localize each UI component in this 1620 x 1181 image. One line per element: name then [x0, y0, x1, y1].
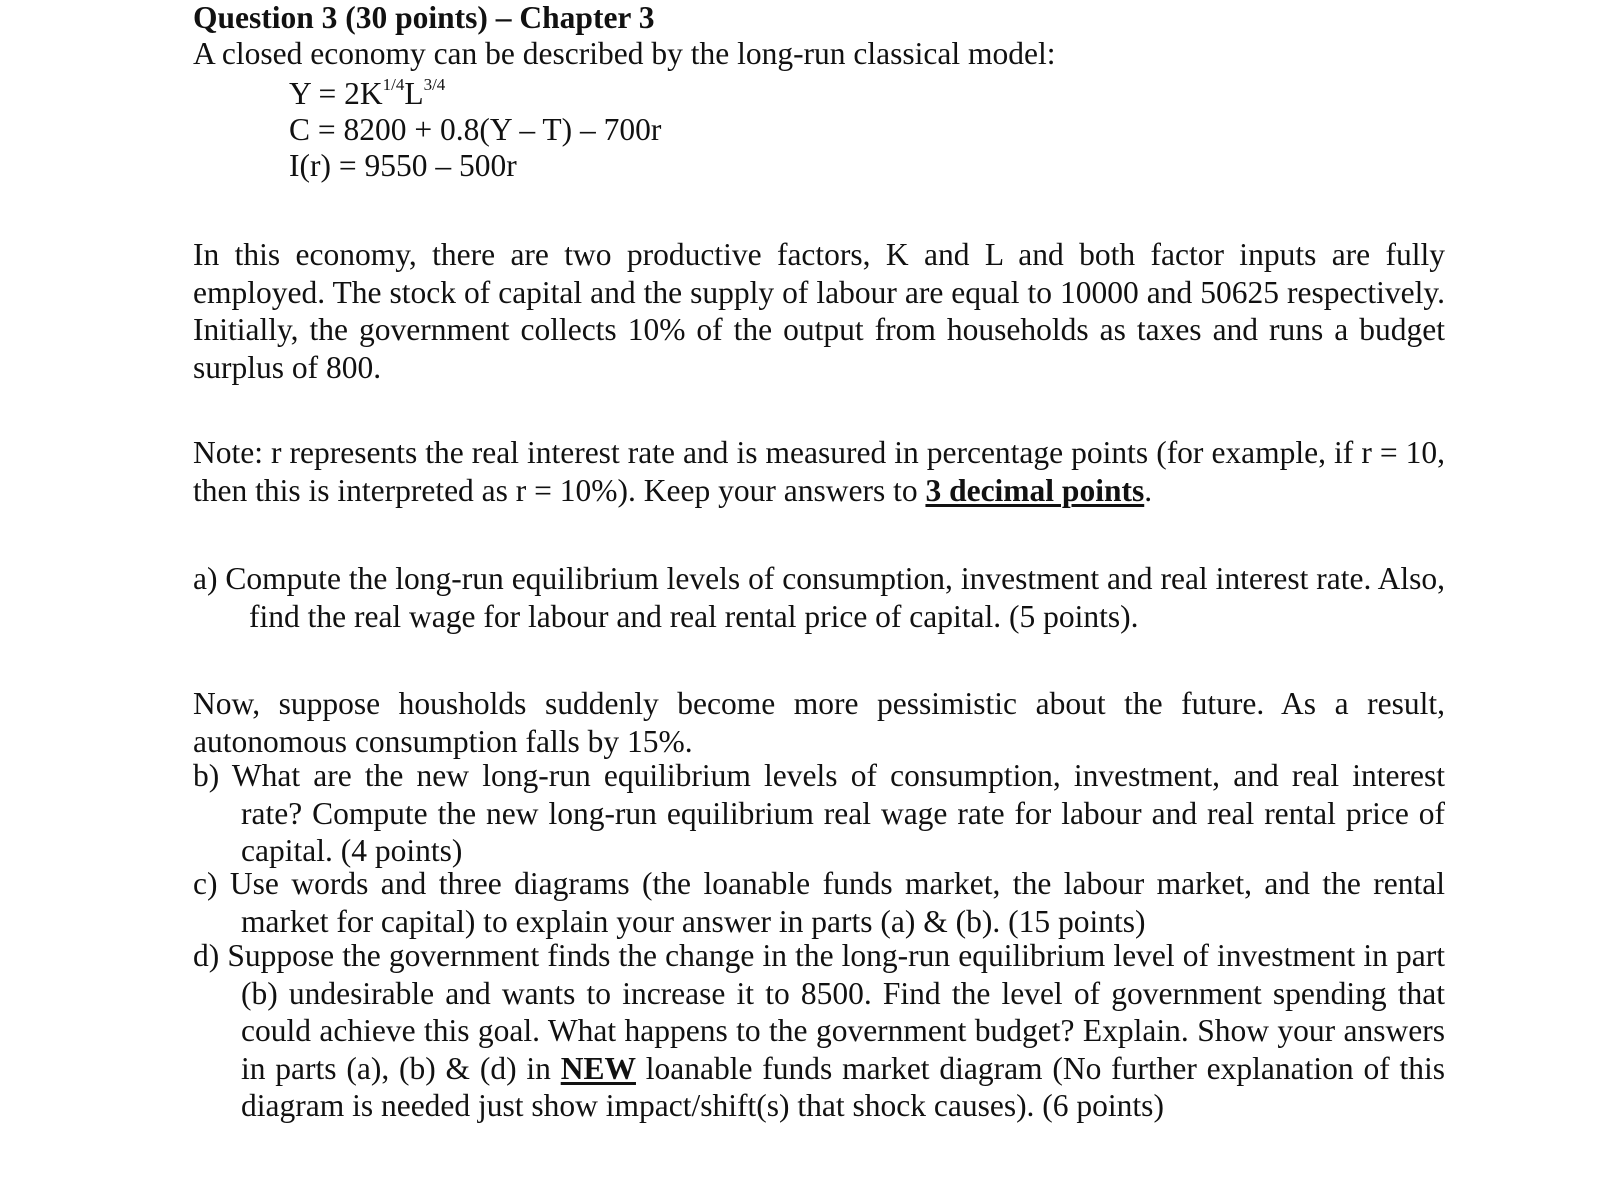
part-d-text: d) Suppose the government finds the change in the long-run equilibrium level of investment in part (b) undesirable and wants to increase it to 8500. Find the level of government spending that could achieve this goal. What happens to the government budget? Explain. Show your answers in parts (a), (b) & (d) in — [193, 938, 1445, 1086]
capital-exponent: 1/4 — [382, 75, 405, 94]
note-emphasis: 3 decimal points — [925, 472, 1145, 508]
economy-description: In this economy, there are two productive factors, K and L and both factor inputs are fully employed. The stock of capital and the supply of labour are equal to 10000 and 50625 respectively. Initially, the government collects 10% of the output from households as taxes and runs a budget surplus of 800. — [193, 237, 1445, 385]
part-c-text: c) Use words and three diagrams (the loanable funds market, the labour market, and the rental market for capital) to explain your answer in parts (a) & (b). (15 points) — [193, 866, 1445, 939]
part-d-end: loanable funds market diagram (No further explanation of this diagram is needed just show impact/shift(s) that shock causes). (6 points) — [241, 1050, 1446, 1123]
part-d — [193, 937, 1445, 1125]
part-a-text: a) Compute the long-run equilibrium levels of consumption, investment and real interest rate. Also, find the real wage for labour and real rental price of capital. (5 points). — [193, 561, 1445, 634]
question-title: Question 3 (30 points) – Chapter 3 — [193, 0, 655, 35]
part-b — [193, 757, 1445, 870]
consumption-function: C = 8200 + 0.8(Y – T) – 700r — [289, 112, 662, 147]
labour-exponent: 3/4 — [423, 75, 446, 94]
production-function — [289, 75, 445, 113]
part-b-text: b) What are the new long-run equilibrium levels of consumption, investment, and real interest rate? Compute the new long-run equilibrium real wage rate for labour and real rental price of capital. (4 points) — [193, 758, 1445, 868]
production-lhs: Y = 2K — [289, 76, 383, 111]
note-end: . — [1144, 472, 1153, 508]
part-d-emphasis: NEW — [560, 1050, 636, 1086]
part-d-paragraph — [193, 937, 1445, 1125]
investment-function: I(r) = 9550 – 500r — [289, 148, 517, 183]
note-text: Note: r represents the real interest rate and is measured in percentage points (for example, if r = 10, then this is interpreted as r = 10%). Keep your answers to — [193, 435, 1445, 508]
model-intro: A closed economy can be described by the long-run classical model: — [193, 36, 1056, 71]
note-paragraph — [193, 434, 1445, 509]
production-labour: L — [404, 76, 424, 111]
shock-paragraph: Now, suppose housholds suddenly become more pessimistic about the future. As a result, autonomous consumption falls by 15%. — [193, 686, 1445, 759]
part-a — [193, 560, 1445, 635]
part-c — [193, 865, 1445, 940]
